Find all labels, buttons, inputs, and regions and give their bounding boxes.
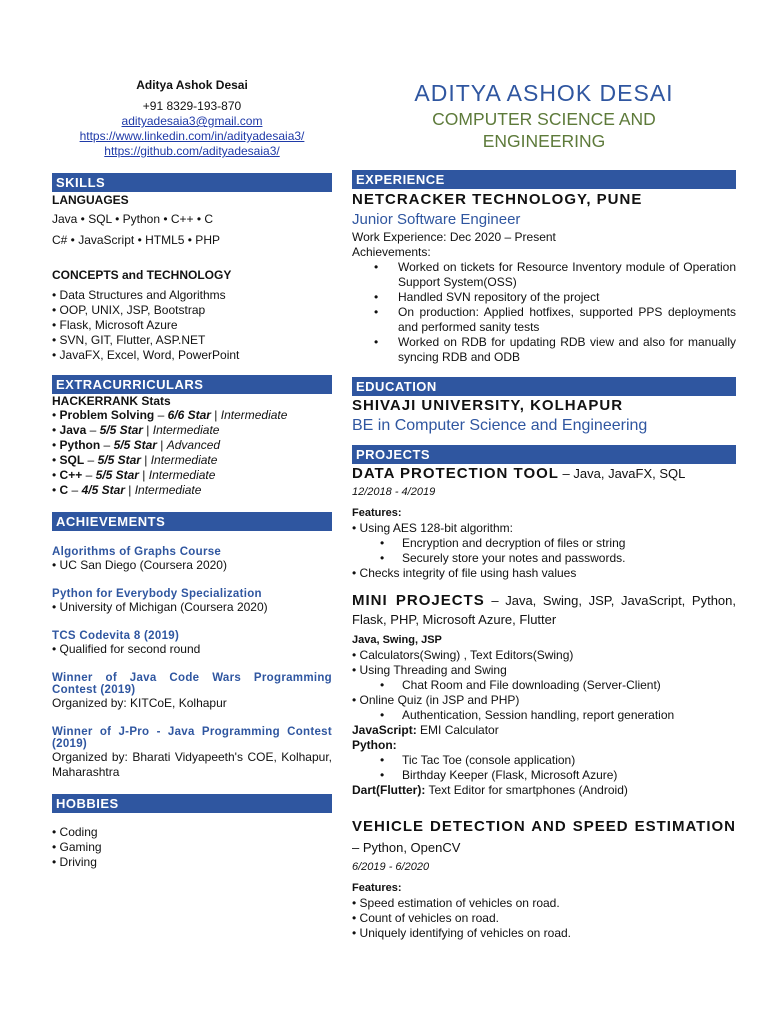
list-item: • Java – 5/5 Star | Intermediate — [52, 423, 220, 437]
feature-sublist — [352, 536, 736, 566]
experience-heading: EXPERIENCE — [352, 170, 736, 189]
right-column — [352, 80, 736, 941]
list-item: • Speed estimation of vehicles on road. — [352, 896, 736, 911]
feature-sublist — [352, 708, 736, 723]
project-dates: 6/2019 - 6/2020 — [352, 861, 430, 873]
python-label: Python: — [352, 738, 397, 752]
hackerrank-list — [52, 408, 332, 498]
list-item: • OOP, UNIX, JSP, Bootstrap — [52, 303, 332, 318]
list-item: • Count of vehicles on road. — [352, 911, 736, 926]
company-name: NETCRACKER TECHNOLOGY, PUNE — [352, 191, 643, 208]
achievement-detail: • University of Michigan (Coursera 2020) — [52, 600, 268, 614]
concepts-list — [52, 288, 332, 363]
list-item: • C – 4/5 Star | Intermediate — [52, 483, 202, 497]
achievement-title: TCS Codevita 8 (2019) — [52, 630, 180, 642]
languages-line-2: C# • JavaScript • HTML5 • PHP — [52, 233, 220, 247]
list-item: • Birthday Keeper (Flask, Microsoft Azure) — [352, 768, 736, 783]
list-item: • Worked on RDB for updating RDB view and also for manually syncing RDB and ODB — [352, 335, 736, 365]
list-item: • Uniquely identifying of vehicles on road. — [352, 926, 736, 941]
achievement-title: Winner of J-Pro - Java Programming Contest (2019) — [52, 726, 332, 750]
achievements-heading: ACHIEVEMENTS — [52, 512, 332, 531]
feature-sublist — [352, 753, 736, 783]
education-heading: EDUCATION — [352, 377, 736, 396]
achievement-title: Winner of Java Code Wars Programming Contest (2019) — [52, 672, 332, 696]
page-title: ADITYA ASHOK DESAI — [414, 80, 674, 106]
feature-sublist — [352, 678, 736, 693]
experience-list — [352, 260, 736, 365]
list-item: • Gaming — [52, 840, 332, 855]
features-label: Features: — [352, 882, 402, 894]
left-column — [52, 78, 332, 870]
github-link[interactable]: https://github.com/adityadesaia3/ — [104, 144, 280, 158]
hobbies-list — [52, 825, 332, 870]
subtitle-line-1: COMPUTER SCIENCE AND — [432, 109, 656, 129]
feature-item: • Using AES 128-bit algorithm: — [352, 521, 513, 535]
feature-item: • Using Threading and Swing — [352, 663, 507, 677]
project-title: DATA PROTECTION TOOL – Java, JavaFX, SQL — [352, 465, 686, 482]
languages-line-1: Java • SQL • Python • C++ • C — [52, 212, 214, 226]
list-item: • Handled SVN repository of the project — [352, 290, 736, 305]
list-item: • Authentication, Session handling, report generation — [352, 708, 736, 723]
hackerrank-heading: HACKERRANK Stats — [52, 394, 171, 408]
list-item: • Problem Solving – 6/6 Star | Intermediate — [52, 408, 288, 422]
work-period: Work Experience: Dec 2020 – Present — [352, 230, 556, 244]
list-item: • JavaFX, Excel, Word, PowerPoint — [52, 348, 332, 363]
list-item: • Driving — [52, 855, 332, 870]
email-link[interactable]: adityadesaia3@gmail.com — [121, 114, 263, 128]
subtitle-line-2: ENGINEERING — [482, 131, 606, 151]
achievement-detail: • Qualified for second round — [52, 642, 201, 656]
list-item: • Securely store your notes and passwords. — [352, 551, 736, 566]
features-label: Features: — [352, 507, 402, 519]
project-title: VEHICLE DETECTION AND SPEED ESTIMATION – Python, OpenCV — [352, 818, 736, 855]
dart-line: Dart(Flutter): Text Editor for smartphones (Android) — [352, 783, 628, 797]
list-item: • On production: Applied hotfixes, supported PPS deployments and performed sanity tests — [352, 305, 736, 335]
feature-item: • Online Quiz (in JSP and PHP) — [352, 693, 520, 707]
achievements-label: Achievements: — [352, 245, 431, 259]
java-label: Java, Swing, JSP — [352, 634, 442, 646]
feature-item: • Checks integrity of file using hash values — [352, 566, 577, 580]
achievement-detail: Organized by: Bharati Vidyapeeth's COE, Kolhapur, Maharashtra — [52, 750, 332, 779]
list-item: • SVN, GIT, Flutter, ASP.NET — [52, 333, 332, 348]
contact-block — [52, 78, 332, 159]
job-role: Junior Software Engineer — [352, 211, 521, 228]
list-item: • C++ – 5/5 Star | Intermediate — [52, 468, 216, 482]
list-item: • Encryption and decryption of files or string — [352, 536, 736, 551]
phone: +91 8329-193-870 — [142, 99, 242, 113]
skills-heading: SKILLS — [52, 173, 332, 192]
concepts-heading: CONCEPTS and TECHNOLOGY — [52, 268, 232, 282]
list-item: • Flask, Microsoft Azure — [52, 318, 332, 333]
project-dates: 12/2018 - 4/2019 — [352, 486, 436, 498]
contact-name: Aditya Ashok Desai — [136, 78, 248, 92]
list-item: • Data Structures and Algorithms — [52, 288, 332, 303]
list-item: • Python – 5/5 Star | Advanced — [52, 438, 221, 452]
hobbies-heading: HOBBIES — [52, 794, 332, 813]
degree: BE in Computer Science and Engineering — [352, 417, 648, 434]
project-title: MINI PROJECTS – Java, Swing, JSP, JavaScript, Python, Flask, PHP, Microsoft Azure, Flutter — [352, 592, 737, 627]
achievement-detail: Organized by: KITCoE, Kolhapur — [52, 696, 227, 710]
list-item: • Chat Room and File downloading (Server-Client) — [352, 678, 736, 693]
feature-list — [352, 896, 736, 941]
list-item: • SQL – 5/5 Star | Intermediate — [52, 453, 218, 467]
projects-heading: PROJECTS — [352, 445, 736, 464]
javascript-line: JavaScript: EMI Calculator — [352, 723, 499, 737]
list-item: • Coding — [52, 825, 332, 840]
extracurriculars-heading: EXTRACURRICULARS — [52, 375, 332, 394]
achievement-title: Python for Everybody Specialization — [52, 588, 262, 600]
list-item: • Worked on tickets for Resource Inventory module of Operation Support System(OSS) — [352, 260, 736, 290]
list-item: • Tic Tac Toe (console application) — [352, 753, 736, 768]
achievement-detail: • UC San Diego (Coursera 2020) — [52, 558, 227, 572]
school-name: SHIVAJI UNIVERSITY, KOLHAPUR — [352, 397, 624, 414]
linkedin-link[interactable]: https://www.linkedin.com/in/adityadesaia3/ — [79, 129, 305, 143]
languages-heading: LANGUAGES — [52, 193, 129, 207]
feature-item: • Calculators(Swing) , Text Editors(Swing) — [352, 648, 574, 662]
achievement-title: Algorithms of Graphs Course — [52, 546, 222, 558]
